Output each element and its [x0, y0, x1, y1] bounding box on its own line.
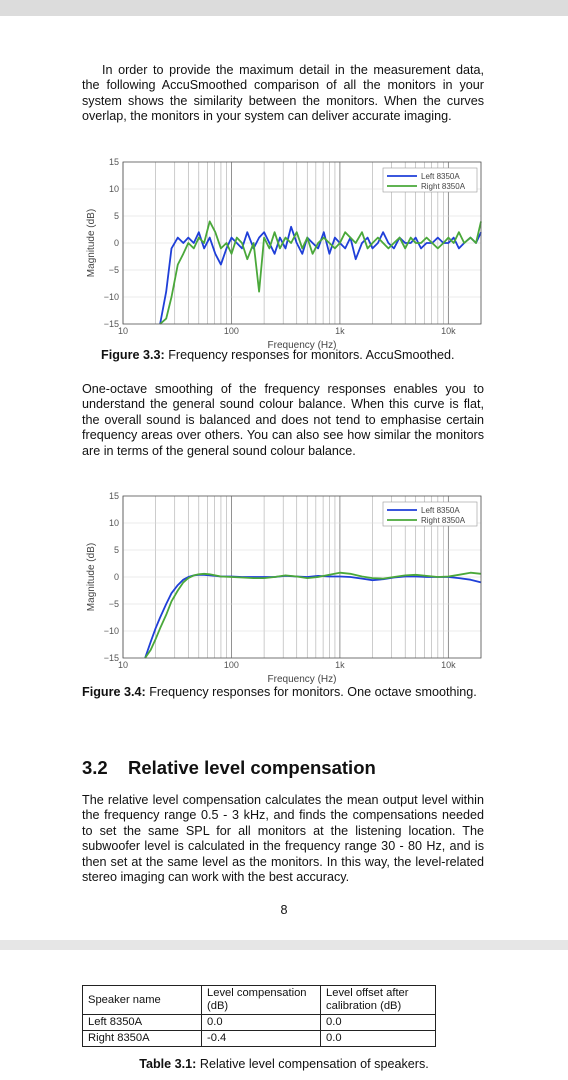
legend-label: Right 8350A	[421, 516, 466, 525]
figure-label: Figure 3.4:	[82, 685, 146, 699]
x-axis-label: Frequency (Hz)	[267, 674, 337, 684]
x-tick-label: 1k	[335, 326, 345, 336]
table-header-cell: Level compensation (dB)	[202, 986, 321, 1015]
y-tick-label: 15	[108, 157, 119, 167]
x-tick-label: 100	[223, 326, 239, 336]
chart-accusmoothed	[82, 140, 492, 350]
section-heading	[82, 757, 376, 779]
smoothing-paragraph: One-octave smoothing of the frequency responses enables you to understand the general sound colour balance. When this curve is flat, the overall sound is balanced and does not tend to emphasise certain frequency areas over others. You can also see how similar the monitors are in terms of the general sound colour balance.	[82, 382, 484, 458]
y-tick-label: 5	[113, 211, 119, 221]
section-title: Relative level compensation	[128, 757, 376, 778]
x-tick-label: 1k	[335, 660, 345, 670]
y-tick-label: 10	[108, 518, 119, 528]
y-tick-label: 10	[108, 184, 119, 194]
y-tick-label: −10	[103, 292, 119, 302]
y-tick-label: −5	[108, 265, 119, 275]
y-tick-label: −5	[108, 599, 119, 609]
figure-3-4-caption	[82, 685, 484, 700]
legend-label: Left 8350A	[421, 172, 460, 181]
table-cell: 0.0	[202, 1015, 321, 1031]
document-page	[0, 16, 568, 940]
table-caption	[0, 1057, 568, 1071]
table-cell: Left 8350A	[83, 1015, 202, 1031]
table-cell: 0.0	[321, 1031, 436, 1047]
series-line	[160, 221, 481, 324]
table-caption-label: Table 3.1:	[139, 1057, 197, 1071]
series-line	[145, 573, 481, 658]
table-row	[83, 1031, 436, 1047]
level-compensation-table	[82, 985, 436, 1047]
figure-label: Figure 3.3:	[101, 348, 165, 362]
chart-octave-smoothed	[82, 474, 492, 684]
y-tick-label: 0	[113, 238, 119, 248]
section-paragraph: The relative level compensation calculates the mean output level within the frequency range 0.5 - 3 kHz, and finds the compensations needed to set the same SPL for all monitors at the listening location. The subwoofer level is calculated in the frequency range 30 - 80 Hz, and is then set at the same level as the monitors. In this way, the level-related stereo imaging can work with the best accuracy.	[82, 793, 484, 885]
table-header-cell: Level offset after calibration (dB)	[321, 986, 436, 1015]
x-tick-label: 100	[223, 660, 239, 670]
x-tick-label: 10	[117, 660, 129, 670]
table-row	[83, 1015, 436, 1031]
table-cell: -0.4	[202, 1031, 321, 1047]
page-number: 8	[280, 903, 288, 917]
x-tick-label: 10k	[441, 326, 456, 336]
y-tick-label: 15	[108, 491, 119, 501]
table-caption-text: Relative level compensation of speakers.	[199, 1057, 429, 1071]
viewer-top-bar	[0, 0, 568, 16]
intro-paragraph: In order to provide the maximum detail in the measurement data, the following AccuSmoothed comparison of all the monitors in your system shows the similarity between the monitors. When the curves overlap, the monitors in your system can deliver accurate imaging.	[82, 63, 484, 124]
table-cell: Right 8350A	[83, 1031, 202, 1047]
series-line	[145, 575, 481, 658]
y-tick-label: 0	[113, 572, 119, 582]
y-tick-label: −10	[103, 626, 119, 636]
y-tick-label: −15	[103, 319, 119, 329]
y-axis-label: Magnitude (dB)	[86, 542, 97, 612]
figure-text: Frequency responses for monitors. AccuSmoothed.	[168, 348, 455, 362]
table-header-row	[83, 986, 436, 1015]
table-header-cell: Speaker name	[83, 986, 202, 1015]
figure-3-3-caption	[101, 348, 503, 363]
legend-label: Right 8350A	[421, 182, 466, 191]
figure-text: Frequency responses for monitors. One octave smoothing.	[149, 685, 477, 699]
y-tick-label: 5	[113, 545, 119, 555]
y-axis-label: Magnitude (dB)	[86, 208, 97, 278]
section-number: 3.2	[82, 757, 108, 778]
x-tick-label: 10	[117, 326, 129, 336]
x-axis-label: Frequency (Hz)	[267, 340, 337, 350]
x-tick-label: 10k	[441, 660, 456, 670]
y-tick-label: −15	[103, 653, 119, 663]
legend-label: Left 8350A	[421, 506, 460, 515]
table-cell: 0.0	[321, 1015, 436, 1031]
